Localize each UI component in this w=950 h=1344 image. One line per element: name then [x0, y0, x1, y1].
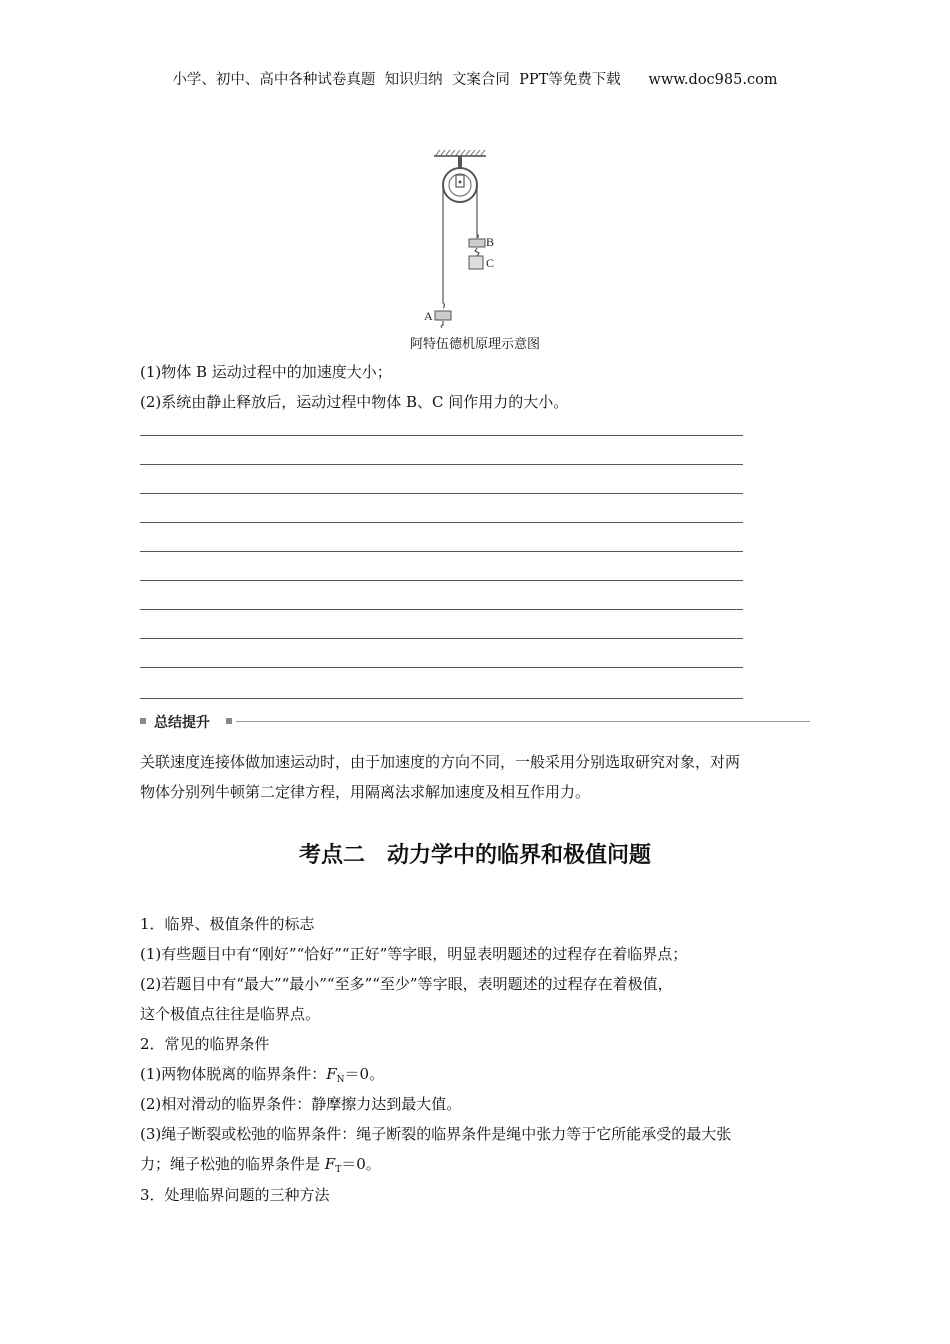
figure-caption: 阿特伍德机原理示意图 [409, 337, 540, 352]
answer-line [140, 638, 743, 639]
answer-line [140, 698, 743, 699]
summary-rule [236, 721, 810, 722]
summary-title: 总结提升 [154, 715, 210, 731]
answer-line [140, 667, 743, 668]
label-a: A [424, 309, 433, 323]
summary-line: 物体分别列牛顿第二定律方程，用隔离法求解加速度及相互作用力。 [140, 783, 591, 801]
answer-line [140, 493, 743, 494]
paragraph: 这个极值点往往是临界点。 [140, 1005, 321, 1023]
answer-line [140, 522, 743, 523]
paragraph: (1)有些题目中有“刚好”“恰好”“正好”等字眼，明显表明题述的过程存在着临界点； [140, 945, 688, 963]
answer-line [140, 435, 743, 436]
atwood-machine-diagram [380, 148, 560, 353]
section-title: 考点二 动力学中的临界和极值问题 [298, 843, 651, 868]
label-c: C [486, 256, 495, 270]
answer-line [140, 464, 743, 465]
paragraph: (2)若题目中有“最大”“最小”“至多”“至少”等字眼，表明题述的过程存在着极值， [140, 975, 673, 993]
answer-line [140, 580, 743, 581]
page-header: 小学、初中、高中各种试卷真题 知识归纳 文案合同 PPT等免费下载 www.doc985.com [172, 72, 778, 88]
label-b: B [486, 235, 495, 249]
paragraph: (3)绳子断裂或松弛的临界条件：绳子断裂的临界条件是绳中张力等于它所能承受的最大张 [140, 1125, 732, 1143]
subheading-2: 2．常见的临界条件 [140, 1035, 270, 1053]
question-2: (2)系统由静止释放后，运动过程中物体 B、C 间作用力的大小。 [140, 393, 569, 411]
paragraph: (2)相对滑动的临界条件：静摩擦力达到最大值。 [140, 1095, 462, 1113]
answer-line [140, 609, 743, 610]
summary-heading [140, 712, 810, 732]
square-bullet-icon [226, 718, 232, 724]
summary-line: 关联速度连接体做加速运动时，由于加速度的方向不同，一般采用分别选取研究对象，对两 [140, 753, 741, 771]
subheading-1: 1．临界、极值条件的标志 [140, 915, 315, 933]
paragraph: (1)两物体脱离的临界条件：$F_N=0$。 [140, 1065, 385, 1085]
summary-text [140, 747, 812, 807]
subheading-3: 3．处理临界问题的三种方法 [140, 1186, 330, 1204]
square-bullet-icon [140, 718, 146, 724]
question-1: (1)物体 B 运动过程中的加速度大小； [140, 363, 392, 381]
paragraph: 力；绳子松弛的临界条件是 $F_T=0$。 [140, 1155, 381, 1175]
answer-line [140, 551, 743, 552]
